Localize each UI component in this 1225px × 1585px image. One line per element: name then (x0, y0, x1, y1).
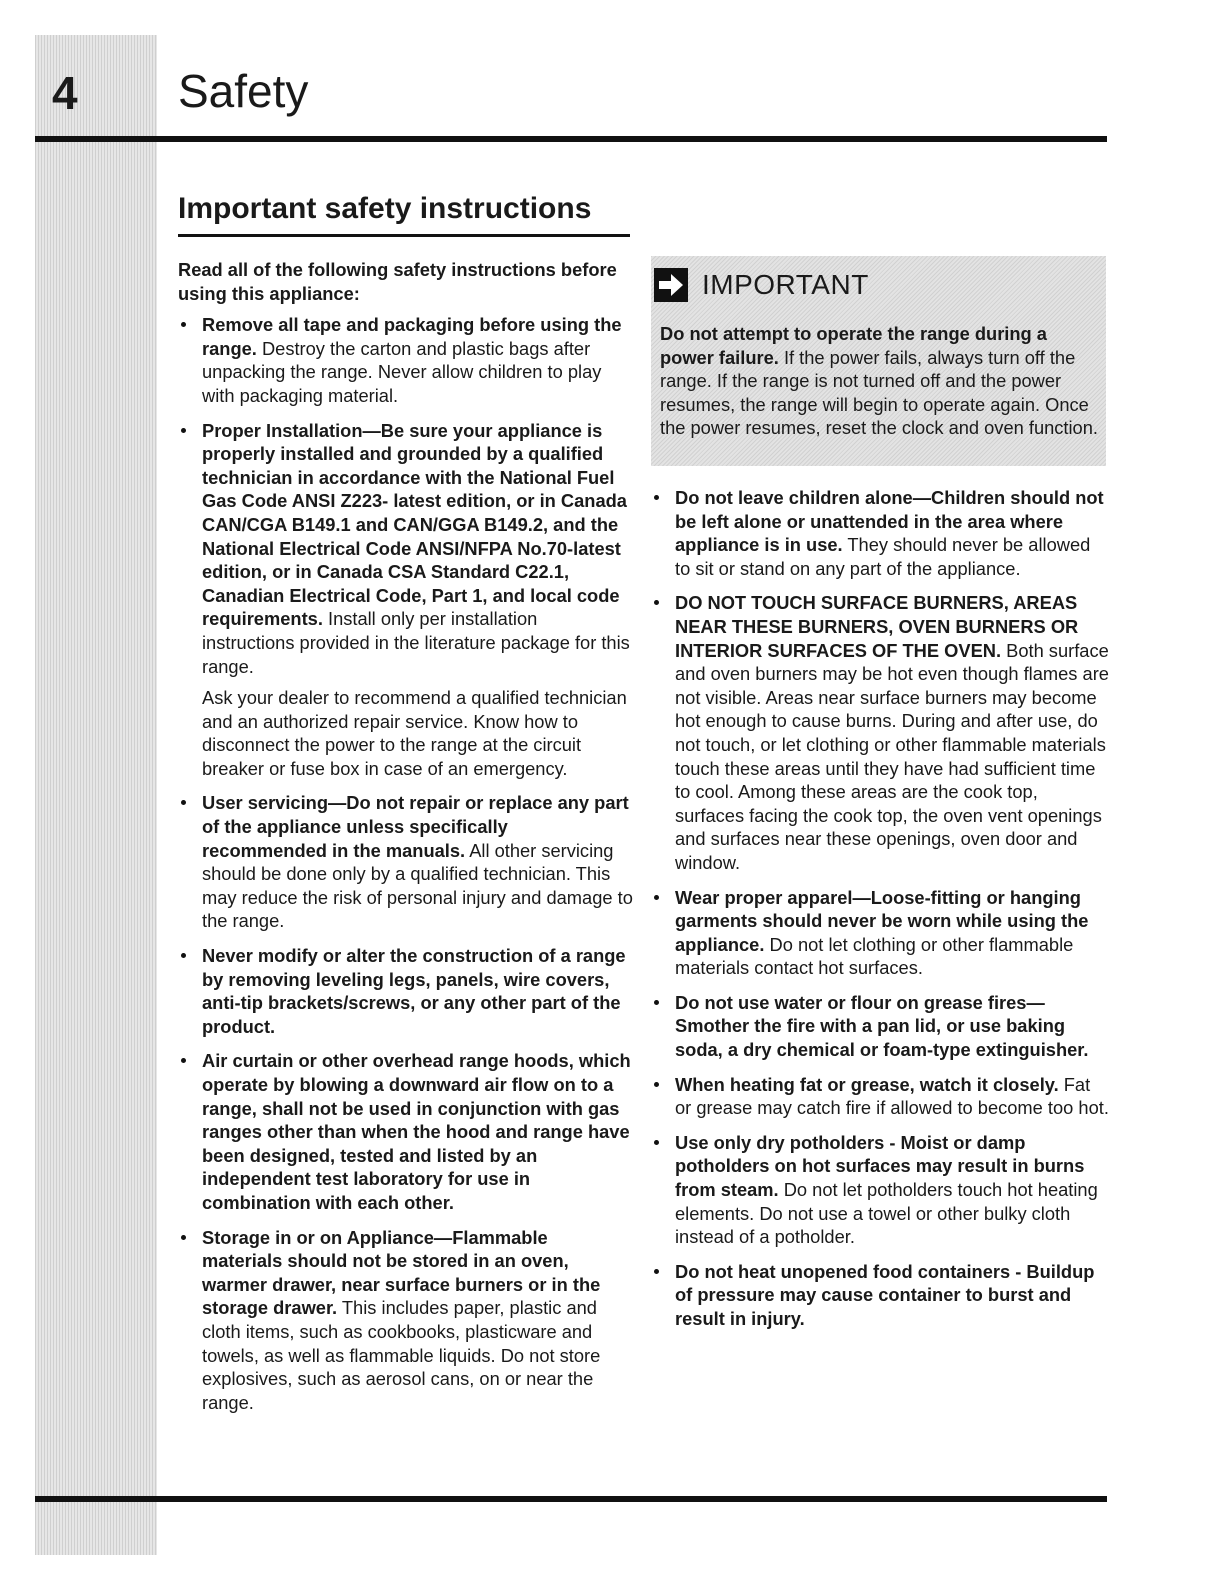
important-label: IMPORTANT (702, 269, 869, 300)
list-item (178, 791, 633, 933)
page-number: 4 (52, 67, 78, 119)
intro-text: Read all of the following safety instructions before using this appliance: (178, 259, 617, 304)
important-body: If the power fails, always turn off the range. If the range is not turned off and the power resumes, the range will begin to operate again. Once the power resumes, reset the clock and oven function. (660, 346, 1098, 439)
list-item (651, 991, 1109, 1062)
item-body: Both surface and oven burners may be hot even though flames are not visible. Areas near surface burners may become hot enough to cause burns. During and after use, do not touch, or let clothing or other flammable materials touch these areas until they have had sufficient time to cool. Among these areas are the cook top, surfaces facing the cook top, the oven vent openings and surfaces near these openings, oven door and window. (675, 639, 1109, 873)
arrow-right-icon (654, 268, 688, 302)
section-title: Important safety instructions (178, 192, 592, 225)
item-heading: When heating fat or grease, watch it closely. (675, 1073, 1059, 1095)
item-body: Install only per installation instructions provided in the literature package for this range. (202, 608, 630, 677)
right-column (651, 486, 1109, 1342)
side-tab-strip (35, 35, 157, 1555)
list-item (651, 486, 1109, 580)
item-heading: Do not leave children alone—Children should not be left alone or unattended in the area where appliance is in use. (675, 487, 1104, 556)
item-heading: User servicing—Do not repair or replace any part of the appliance unless specifically recommended in the manuals. (202, 792, 629, 861)
left-column (178, 258, 633, 1425)
list-item (651, 1260, 1109, 1331)
item-body: All other servicing should be done only by a qualified technician. This may reduce the risk of personal injury and damage to the range. (202, 839, 633, 932)
important-header (654, 268, 869, 302)
item-heading: Do not heat unopened food containers - Buildup of pressure may cause container to burst and result in injury. (675, 1260, 1095, 1329)
item-heading: Use only dry potholders - Moist or damp potholders on hot surfaces may result in burns from steam. (675, 1131, 1085, 1201)
list-item (178, 1049, 633, 1214)
item-heading: Wear proper apparel—Loose-fitting or hanging garments should never be worn while using the appliance. (675, 886, 1089, 955)
item-heading: Do not use water or flour on grease fires—Smother the fire with a pan lid, or use baking soda, a dry chemical or foam-type extinguisher. (675, 991, 1089, 1061)
item-heading: DO NOT TOUCH SURFACE BURNERS, AREAS NEAR THESE BURNERS, OVEN BURNERS OR INTERIOR SURFACES OF THE OVEN. (675, 592, 1079, 661)
item-heading: Storage in or on Appliance—Flammable materials should not be stored in an oven, warmer drawer, near surface burners or in the storage drawer. (202, 1226, 601, 1319)
item-heading: Proper Installation—Be sure your appliance is properly installed and grounded by a qualified technician in accordance with the National Fuel Gas Code ANSI Z223- latest edition, or in Canada CAN/CGA B149.1 and CAN/GGA B149.2, and the National Electrical Code ANSI/NFPA No.70-latest edition, or in Canada CSA Standard C22.1, Canadian Electrical Code, Part 1, and local code requirements. (202, 419, 627, 630)
list-item (178, 419, 633, 679)
left-bullet-list-continued (178, 791, 633, 1414)
item-body: Destroy the carton and plastic bags after unpacking the range. Never allow children to play with packaging material. (202, 337, 602, 406)
dealer-paragraph: Ask your dealer to recommend a qualified technician and an authorized repair service. Know how to disconnect the power to the range at the circuit breaker or fuse box in case of an emergency. (202, 687, 627, 779)
item-body: Do not let potholders touch hot heating elements. Do not use a towel or other bulky cloth instead of a potholder. (675, 1179, 1098, 1248)
item-body: This includes paper, plastic and cloth items, such as cookbooks, plasticware and towels, as well as flammable liquids. Do not store explosives, such as aerosol cans, on or near the range. (202, 1297, 601, 1413)
list-item (178, 944, 633, 1038)
list-item (651, 591, 1109, 874)
important-notice (651, 256, 1106, 466)
header-divider (35, 136, 1107, 142)
list-item (651, 1073, 1109, 1120)
right-bullet-list (651, 486, 1109, 1331)
item-body: Fat or grease may catch fire if allowed to become too hot. (675, 1073, 1109, 1119)
footer-divider (35, 1496, 1107, 1502)
item-body: They should never be allowed to sit or stand on any part of the appliance. (675, 534, 1091, 579)
item-heading: Never modify or alter the construction of a range by removing leveling legs, panels, wire covers, anti-tip brackets/screws, or any other part of the product. (202, 945, 626, 1037)
page-title: Safety (178, 65, 309, 117)
left-bullet-list (178, 313, 633, 678)
list-item (178, 1226, 633, 1415)
list-item (178, 313, 633, 407)
item-heading: Remove all tape and packaging before using the range. (202, 314, 622, 359)
section-divider (178, 234, 630, 237)
item-heading: Air curtain or other overhead range hoods, which operate by blowing a downward air flow on to a range, shall not be used in conjunction with gas ranges other than when the hood and range have been designed, tested and listed by an independent test laboratory for use in combination with each other. (202, 1050, 631, 1213)
important-text (660, 322, 1100, 440)
list-item (651, 1131, 1109, 1249)
item-body: Do not let clothing or other flammable materials contact hot surfaces. (675, 933, 1074, 979)
important-heading: Do not attempt to operate the range during a power failure. (660, 323, 1047, 368)
list-item (651, 886, 1109, 980)
